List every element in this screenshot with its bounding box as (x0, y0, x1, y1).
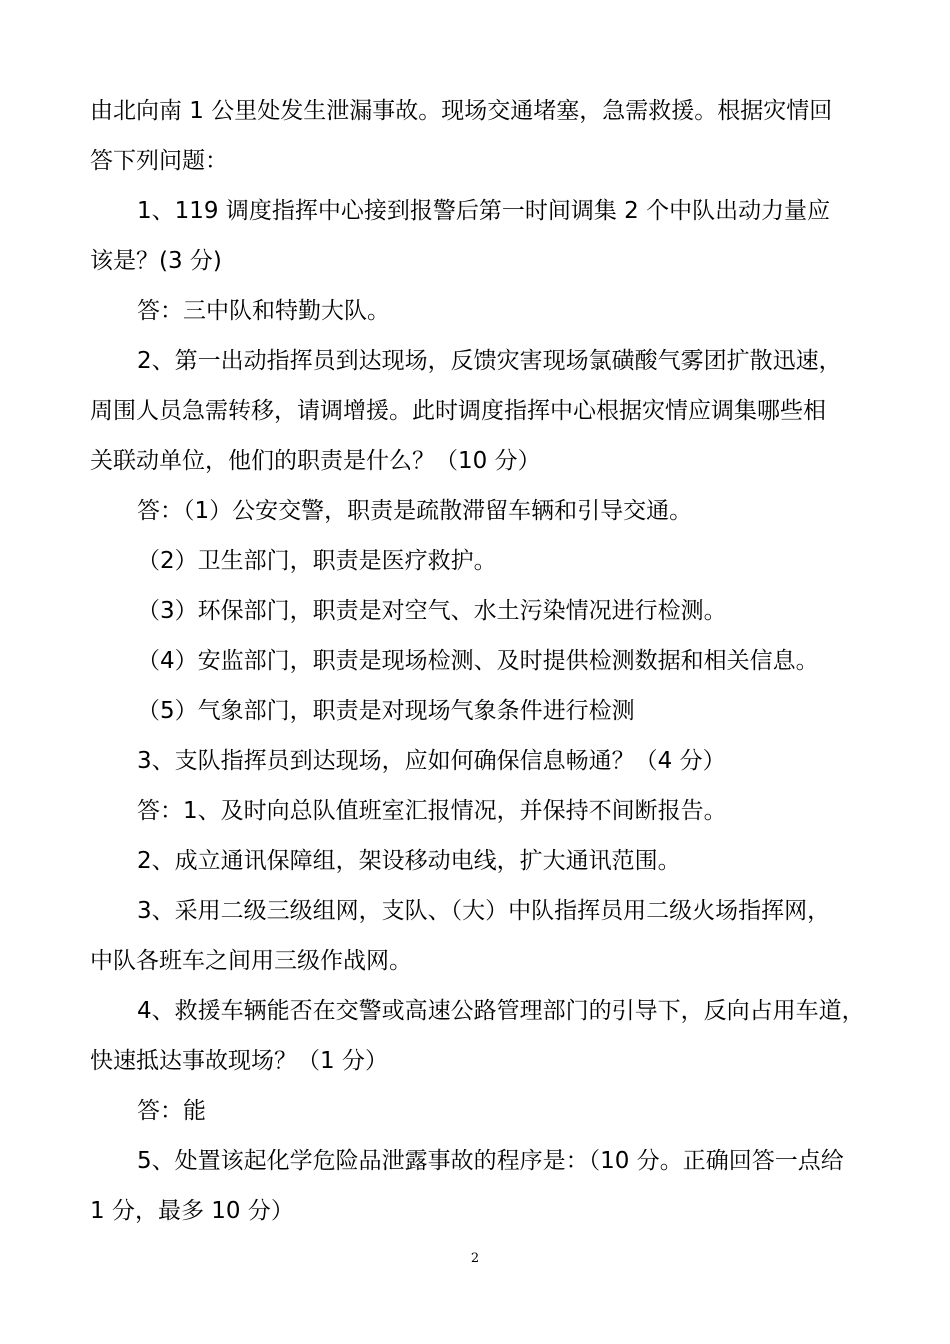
text-line: 周围人员急需转移，请调增援。此时调度指挥中心根据灾情应调集哪些相 (90, 398, 826, 424)
text-line: 答：（1）公安交警，职责是疏散滞留车辆和引导交通。 (137, 498, 693, 524)
text-line: 3、采用二级三级组网，支队、（大）中队指挥员用二级火场指挥网， (137, 898, 831, 924)
text-line: 答：能 (137, 1098, 206, 1124)
text-line: （2）卫生部门，职责是医疗救护。 (137, 548, 497, 574)
text-line: 答：1、及时向总队值班室汇报情况，并保持不间断报告。 (137, 798, 727, 824)
text-line: 答：三中队和特勤大队。 (137, 298, 390, 324)
text-line: （3）环保部门，职责是对空气、水土污染情况进行检测。 (137, 598, 727, 624)
text-line: 由北向南 1 公里处发生泄漏事故。现场交通堵塞，急需救援。根据灾情回 (90, 98, 833, 124)
page-number: 2 (470, 1251, 480, 1266)
text-line: 4、救援车辆能否在交警或高速公路管理部门的引导下，反向占用车道， (137, 998, 865, 1024)
text-line: （5）气象部门，职责是对现场气象条件进行检测 (137, 698, 635, 724)
text-line: 关联动单位，他们的职责是什么？（10 分） (90, 448, 541, 474)
text-line: 1 分，最多 10 分） (90, 1198, 294, 1224)
text-line: 2、第一出动指挥员到达现场，反馈灾害现场氯磺酸气雾团扩散迅速， (137, 348, 842, 374)
text-line: 答下列问题： (90, 148, 228, 174)
text-line: 1、119 调度指挥中心接到报警后第一时间调集 2 个中队出动力量应 (137, 198, 831, 224)
text-line: （4）安监部门，职责是现场检测、及时提供检测数据和相关信息。 (137, 648, 819, 674)
text-line: 该是？(3 分) (90, 248, 222, 274)
text-line: 5、处置该起化学危险品泄露事故的程序是：（10 分。正确回答一点给 (137, 1148, 844, 1174)
document-body (90, 86, 870, 1236)
text-line: 3、支队指挥员到达现场，应如何确保信息畅通？（4 分） (137, 748, 726, 774)
text-line: 2、成立通讯保障组，架设移动电线，扩大通讯范围。 (137, 848, 681, 874)
text-line: 中队各班车之间用三级作战网。 (90, 948, 412, 974)
text-line: 快速抵达事故现场？（1 分） (90, 1048, 388, 1074)
